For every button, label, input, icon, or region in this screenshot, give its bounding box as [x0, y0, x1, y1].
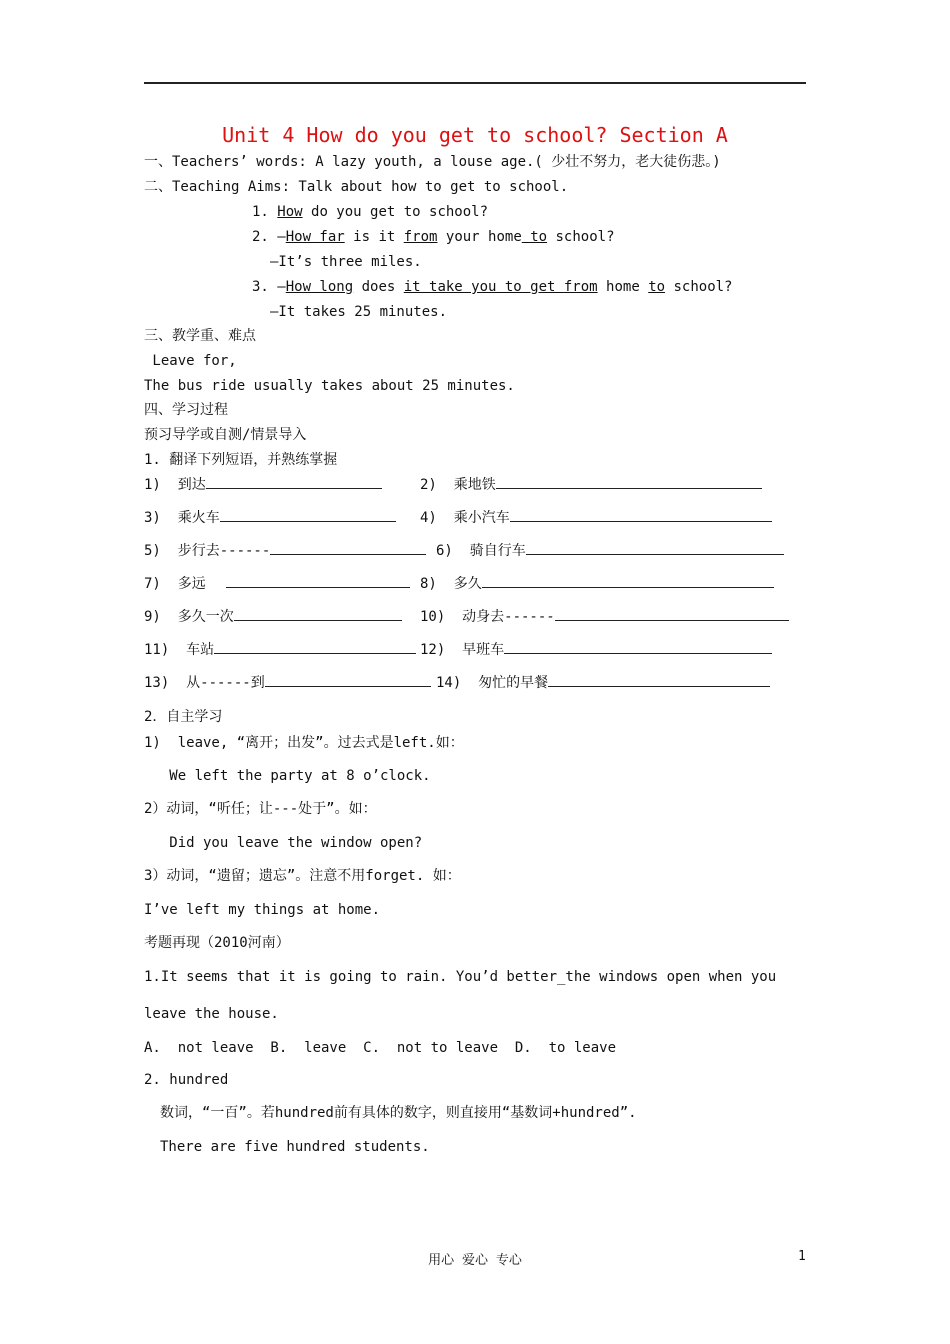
aim-3-keyword-3: to — [648, 279, 666, 295]
exercise-label-1: 1) 到达 — [144, 477, 206, 493]
exercise-label-10: 10) 动身去------ — [420, 609, 555, 625]
exercise-item-1 — [144, 476, 382, 494]
answer-blank-12[interactable] — [504, 641, 772, 654]
answer-blank-3[interactable] — [220, 509, 396, 522]
aim-1 — [252, 203, 488, 221]
preview-heading: 预习导学或自测/情景导入 — [144, 427, 307, 443]
answer-blank-11[interactable] — [214, 641, 416, 654]
exercise-item-7 — [144, 575, 410, 593]
aim-3-text-1: does — [353, 279, 404, 295]
exam-question: 1.It seems that it is going to rain. You’d better_the windows open when you — [144, 969, 777, 985]
exercise-label-2: 2) 乘地铁 — [420, 477, 496, 493]
aim-3-num: 3. — — [252, 279, 286, 295]
answer-blank-4[interactable] — [510, 509, 772, 522]
header-rule — [144, 82, 806, 84]
answer-blank-9[interactable] — [234, 608, 402, 621]
exam-heading: 考题再现（2010河南） — [144, 935, 290, 951]
aim-1-keyword: How — [277, 204, 303, 220]
aim-3-rest: school? — [665, 279, 733, 295]
aim-2-keyword-1: How far — [285, 229, 345, 245]
exercise-label-3: 3) 乘火车 — [144, 510, 220, 526]
key-phrase: Leave for, — [144, 353, 237, 369]
aim-2-text-2: your home — [437, 229, 522, 245]
exercise-item-13 — [144, 674, 431, 692]
exercise-label-12: 12) 早班车 — [420, 642, 505, 658]
exercise-item-5 — [144, 542, 426, 560]
exercise-item-10 — [420, 608, 789, 626]
leave-example-1: We left the party at 8 o’clock. — [144, 768, 431, 784]
exercise-label-7: 7) 多远 — [144, 576, 206, 592]
leave-meaning-2: 2）动词，“听任；让---处于”。如： — [144, 801, 377, 817]
aim-3 — [252, 278, 732, 296]
aim-2-text-1: is it — [344, 229, 404, 245]
leave-meaning-3: 3）动词，“遗留；遗忘”。注意不用forget. 如： — [144, 868, 461, 884]
aim-2-keyword-3: to — [521, 229, 548, 245]
answer-blank-7[interactable] — [226, 575, 410, 588]
aim-3-text-2: home — [597, 279, 649, 295]
aim-3-answer: —It takes 25 minutes. — [270, 304, 448, 320]
exercise-label-13: 13) 从------到 — [144, 675, 265, 691]
answer-blank-14[interactable] — [548, 674, 770, 687]
aim-2-num: 2. — — [252, 229, 286, 245]
section-3-heading: 三、教学重、难点 — [144, 328, 256, 344]
hundred-heading: 2. hundred — [144, 1072, 229, 1088]
hundred-explanation: 数词，“一百”。若hundred前有具体的数字，则直接用“基数词+hundred”. — [160, 1105, 637, 1121]
hundred-example: There are five hundred students. — [160, 1139, 430, 1155]
self-study-heading: 2．自主学习 — [144, 709, 223, 725]
aim-1-num: 1. — [252, 204, 278, 220]
leave-meaning-1: 1) leave, “离开；出发”。过去式是left.如： — [144, 735, 464, 751]
aim-2-keyword-2: from — [403, 229, 438, 245]
exercise-item-3 — [144, 509, 396, 527]
aim-2-answer: —It’s three miles. — [270, 254, 422, 270]
footer-motto: 用心 爱心 专心 — [428, 1253, 522, 1268]
page-title: Unit 4 How do you get to school? Section A — [222, 123, 728, 147]
exercise-label-11: 11) 车站 — [144, 642, 215, 658]
exercise-label-14: 14) 匆忙的早餐 — [436, 675, 549, 691]
answer-blank-5[interactable] — [270, 542, 426, 555]
answer-blank-6[interactable] — [526, 542, 784, 555]
aim-2-rest: school? — [547, 229, 615, 245]
page-number: 1 — [798, 1249, 806, 1264]
exercise-item-12 — [420, 641, 772, 659]
aim-2 — [252, 228, 615, 246]
aim-1-rest: do you get to school? — [302, 204, 489, 220]
leave-example-2: Did you leave the window open? — [144, 835, 423, 851]
teaching-aims: 二、Teaching Aims: Talk about how to get to school. — [144, 179, 569, 195]
exercise-label-6: 6) 骑自行车 — [436, 543, 526, 559]
aim-3-keyword-1: How long — [285, 279, 354, 295]
aim-3-keyword-2: it take you to get from — [403, 279, 598, 295]
exercise-item-6 — [436, 542, 784, 560]
exam-question-cont: leave the house. — [144, 1006, 279, 1022]
key-sentence: The bus ride usually takes about 25 minutes. — [144, 378, 515, 394]
answer-blank-10[interactable] — [555, 608, 789, 621]
exercise-label-5: 5) 步行去------ — [144, 543, 271, 559]
exercise-item-9 — [144, 608, 402, 626]
answer-blank-13[interactable] — [265, 674, 431, 687]
teachers-words: 一、Teachers’ words: A lazy youth, a louse age.( 少壮不努力，老大徒伤悲。) — [144, 154, 721, 170]
exercise-label-8: 8) 多久 — [420, 576, 482, 592]
exercise-label-9: 9) 多久一次 — [144, 609, 234, 625]
exercise-item-11 — [144, 641, 416, 659]
section-4-heading: 四、学习过程 — [144, 402, 228, 418]
translate-instruction: 1. 翻译下列短语，并熟练掌握 — [144, 452, 338, 468]
exercise-item-14 — [436, 674, 770, 692]
exercise-item-8 — [420, 575, 774, 593]
answer-blank-8[interactable] — [482, 575, 774, 588]
leave-example-3: I’ve left my things at home. — [144, 902, 381, 918]
answer-blank-1[interactable] — [206, 476, 382, 489]
exercise-item-2 — [420, 476, 762, 494]
exercise-item-4 — [420, 509, 772, 527]
exam-options: A. not leave B. leave C. not to leave D. to leave — [144, 1040, 617, 1056]
exercise-label-4: 4) 乘小汽车 — [420, 510, 510, 526]
answer-blank-2[interactable] — [496, 476, 762, 489]
